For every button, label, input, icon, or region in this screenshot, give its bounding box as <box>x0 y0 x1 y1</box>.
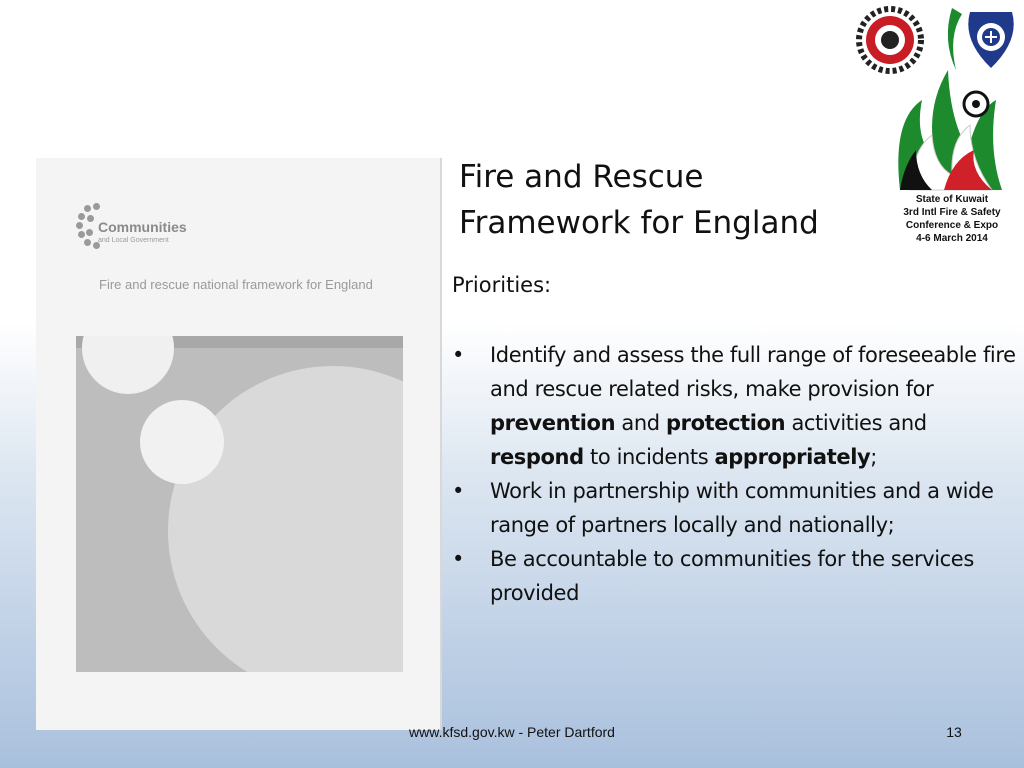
list-item: • Work in partnership with communities and a wide range of partners locally and nationally; <box>452 474 1018 542</box>
list-item: • Be accountable to communities for the services provided <box>452 542 1018 610</box>
page-number: 13 <box>946 724 962 740</box>
biohazard-icon <box>964 92 988 116</box>
list-item: • Identify and assess the full range of foreseeable fire and rescue related risks, make provision for prevention and protection activities and respond to incidents appropriately; <box>452 338 1018 474</box>
slide-title-line-1: Fire and Rescue <box>459 159 704 195</box>
bullet-icon: • <box>452 343 464 367</box>
fire-service-emblem-icon <box>859 9 921 71</box>
conference-line-4: 4-6 March 2014 <box>916 233 988 244</box>
cover-title: Fire and rescue national framework for England <box>99 277 373 292</box>
footer-text: www.kfsd.gov.kw - Peter Dartford <box>409 724 615 740</box>
bullet-icon: • <box>452 479 464 503</box>
conference-line-1: State of Kuwait <box>915 194 989 205</box>
priorities-list <box>452 338 1018 610</box>
cover-artwork <box>76 336 403 672</box>
priorities-label: Priorities: <box>452 273 552 297</box>
conference-line-2: 3rd Intl Fire & Safety <box>903 207 1001 218</box>
logo-subtitle: and Local Government <box>98 237 169 244</box>
navy-emblem-icon <box>968 12 1013 68</box>
conference-line-3: Conference & Expo <box>905 220 999 231</box>
document-cover-image <box>36 158 440 730</box>
slide-title <box>459 154 879 246</box>
logo-wordmark: Communities <box>98 219 187 235</box>
bullet-icon: • <box>452 547 464 571</box>
slide-title-line-2: Framework for England <box>459 205 819 241</box>
conference-caption <box>880 193 1024 245</box>
